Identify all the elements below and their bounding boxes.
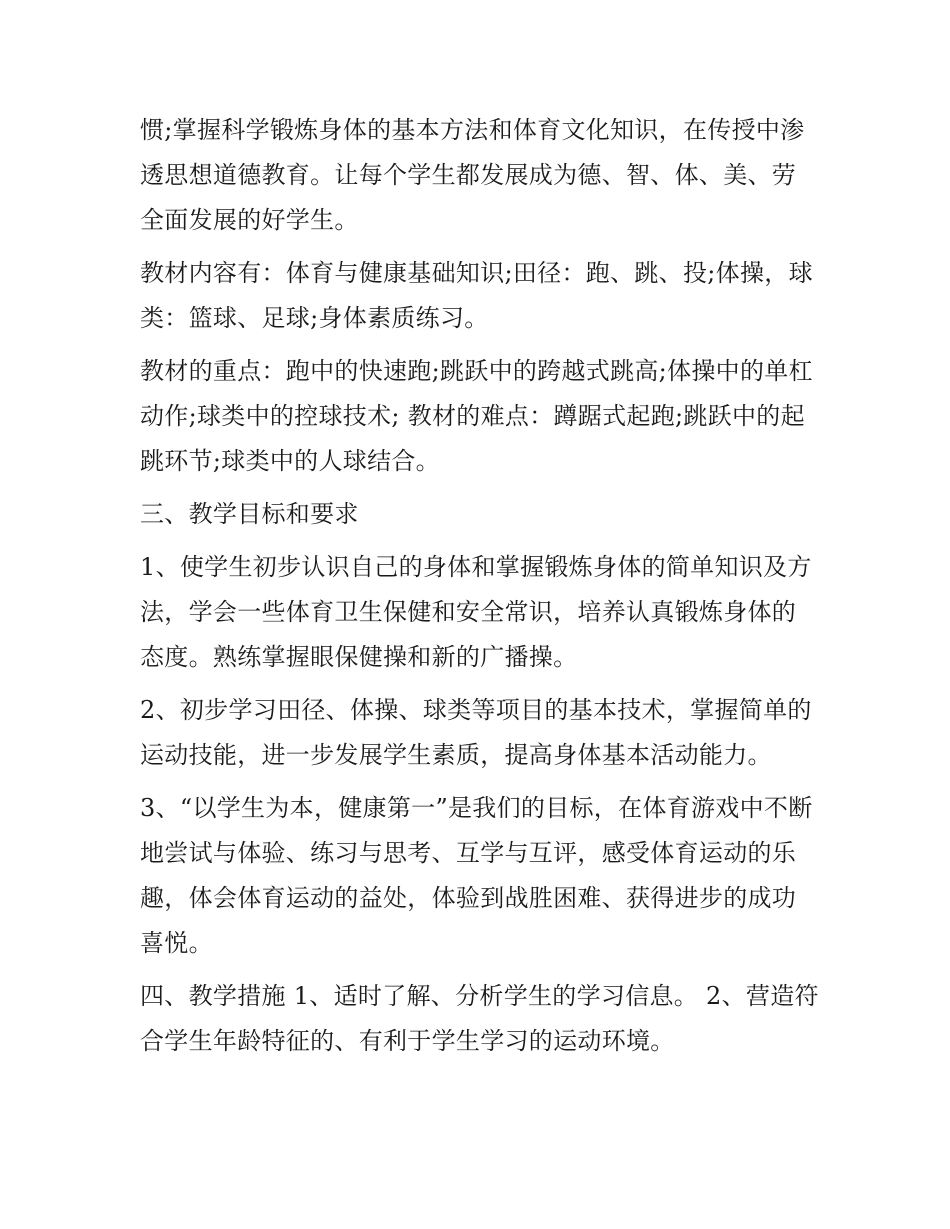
paragraph-goal-3: 3、“以学生为本，健康第一”是我们的目标，在体育游戏中不断地尝试与体验、练习与思考、互学与互评，感受体育运动的乐趣，体会体育运动的益处，体验到战胜困难、获得进步的成功喜悦。 [140,794,813,957]
paragraph-measures: 四、教学措施 1、适时了解、分析学生的学习信息。 2、营造符合学生年龄特征的、有利于学生学习的运动环境。 [140,982,819,1055]
paragraph-goal-2: 2、初步学习田径、体操、球类等项目的基本技术，掌握简单的运动技能，进一步发展学生素质，提高身体基本活动能力。 [140,696,812,769]
document-body [140,108,820,1072]
paragraph-goal-1: 1、使学生初步认识自己的身体和掌握锻炼身体的简单知识及方法，学会一些体育卫生保健和安全常识，培养认真锻炼身体的态度。熟练掌握眼保健操和新的广播操。 [140,553,812,671]
paragraph-key-and-difficult-points: 教材的重点：跑中的快速跑;跳跃中的跨越式跳高;体操中的单杠动作;球类中的控球技术; 教材的难点：蹲踞式起跑;跳跃中的起跳环节;球类中的人球结合。 [140,357,813,475]
paragraph-intro-continuation: 惯;掌握科学锻炼身体的基本方法和体育文化知识，在传授中渗透思想道德教育。让每个学生都发展成为德、智、体、美、劳全面发展的好学生。 [140,116,805,234]
section-heading-goals: 三、教学目标和要求 [140,500,359,528]
paragraph-teaching-content: 教材内容有：体育与健康基础知识;田径：跑、跳、投;体操，球类：篮球、足球;身体素质练习。 [140,259,813,332]
